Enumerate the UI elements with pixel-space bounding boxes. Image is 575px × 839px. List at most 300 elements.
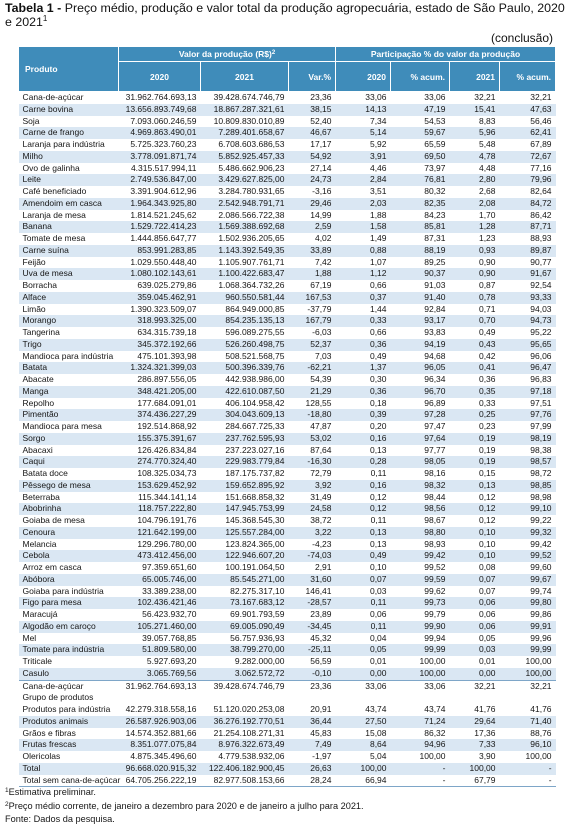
share-2020: 0,16 — [336, 433, 391, 445]
value-2021: 39.428.674.746,79 — [213, 92, 285, 102]
value-2021: 69.005.090,49 — [201, 621, 289, 633]
share-2021: 0,71 — [478, 303, 496, 314]
value-2021: 8.976.322.673,49 — [201, 739, 289, 751]
value-2020: 473.412.456,00 — [119, 550, 201, 562]
header-product: Produto — [19, 47, 119, 92]
product-rows — [19, 92, 556, 681]
product-name: Casulo — [19, 668, 119, 680]
share-2021: 2,08 — [450, 198, 500, 210]
share-2021: 1,70 — [478, 209, 496, 220]
share-2020: 5,04 — [369, 751, 387, 761]
share-2021: 17,36 — [474, 727, 496, 738]
share-cumulative-2021: 91,67 — [500, 268, 556, 280]
value-2021: 526.260.498,75 — [201, 339, 289, 351]
value-change-pct: 23,89 — [310, 609, 332, 619]
table-row — [19, 468, 556, 480]
product-name: Amendoim em casca — [19, 198, 119, 210]
product-name: Carne de frango — [19, 127, 119, 139]
value-2021: 147.945.753,99 — [201, 503, 289, 515]
value-change-pct — [289, 692, 336, 704]
value-2021: 125.557.284,00 — [201, 527, 289, 539]
value-change-pct: 36,44 — [289, 716, 336, 728]
share-2020: 3,51 — [369, 186, 387, 196]
share-2021: 15,41 — [450, 104, 500, 116]
share-2021: 0,35 — [450, 386, 500, 398]
product-name: Repolho — [22, 397, 55, 408]
product-name: Tomate para indústria — [19, 644, 119, 656]
value-2021: 6.708.603.686,53 — [218, 139, 285, 149]
value-2021: 38.799.270,00 — [201, 644, 289, 656]
share-cumulative-2020: 87,31 — [424, 233, 446, 243]
value-change-pct: -6,03 — [312, 327, 332, 337]
share-2021: 0,15 — [478, 468, 496, 478]
product-name: Sorgo — [19, 433, 119, 445]
value-2021: 7.289.401.658,67 — [201, 127, 289, 139]
share-2020: 0,20 — [369, 421, 387, 431]
value-change-pct: -3,16 — [312, 186, 332, 196]
share-cumulative-2021: 100,00 — [525, 656, 552, 666]
value-2021: 187.175.737,82 — [225, 468, 285, 478]
source-note: Fonte: Dados da pesquisa. — [5, 814, 115, 824]
value-change-pct: 45,83 — [310, 727, 332, 738]
value-2020: 359.045.462,91 — [119, 292, 201, 304]
share-2020: 0,11 — [370, 468, 387, 478]
value-change-pct: 56,59 — [310, 656, 332, 666]
share-cumulative-2020: - — [391, 775, 450, 787]
value-change-pct: 128,55 — [305, 397, 332, 408]
value-2021: 159.652.895,92 — [201, 480, 289, 492]
value-2020: 1.444.856.647,77 — [130, 233, 197, 243]
share-2020: 0,33 — [336, 315, 391, 327]
header-share-cumulative-2021: % acum. — [500, 62, 556, 92]
share-cumulative-2021: 98,57 — [500, 456, 556, 468]
share-cumulative-2021: 95,65 — [500, 339, 556, 351]
product-name: Limão — [22, 303, 46, 314]
value-change-pct: 4,02 — [314, 233, 332, 243]
value-change-pct: -28,57 — [289, 597, 336, 609]
share-2020: 7,34 — [369, 115, 387, 126]
product-name: Produtos para indústria — [22, 704, 111, 714]
share-2021: 0,03 — [450, 644, 500, 656]
table-row — [19, 644, 556, 656]
product-name: Total — [19, 763, 119, 775]
value-change-pct: 45,32 — [310, 632, 332, 643]
share-cumulative-2021: 88,93 — [530, 233, 552, 243]
header-share-cumulative-2020: % acum. — [391, 62, 450, 92]
table-row — [19, 409, 556, 421]
value-2020: 4.969.863.490,01 — [119, 127, 201, 139]
product-name: Café beneficiado — [22, 186, 87, 196]
value-2021: 1.068.364.732,26 — [218, 280, 285, 290]
value-2021: 56.757.936,93 — [230, 632, 285, 643]
share-2021: 8,83 — [478, 115, 496, 126]
value-change-pct: 146,41 — [305, 585, 332, 596]
share-2020: 15,08 — [365, 727, 387, 738]
value-change-pct: -37,79 — [307, 303, 332, 314]
share-cumulative-2020: 94,96 — [391, 739, 450, 751]
value-2021: 21.254.108.271,31 — [213, 727, 285, 738]
share-cumulative-2020: 98,93 — [424, 538, 446, 549]
share-2021: 0,06 — [450, 597, 500, 609]
value-2020: 31.962.764.693,13 — [119, 680, 201, 692]
share-2021: 5,48 — [478, 139, 496, 149]
share-cumulative-2020: 89,25 — [424, 256, 446, 267]
value-2021: 442.938.986,00 — [225, 374, 285, 384]
value-2020: 3.065.769,56 — [119, 668, 201, 680]
share-2020 — [336, 692, 391, 704]
table-row — [19, 174, 556, 186]
value-2021: 1.100.422.683,47 — [201, 268, 289, 280]
share-2020: 0,12 — [336, 503, 391, 515]
share-cumulative-2021: 99,10 — [500, 503, 556, 515]
share-cumulative-2020: 90,37 — [391, 268, 450, 280]
share-2020: 4,46 — [369, 162, 387, 173]
product-name: Produtos animais — [19, 716, 119, 728]
product-name: Manga — [19, 386, 119, 398]
product-name: Soja — [22, 115, 40, 126]
share-cumulative-2021: 32,21 — [500, 680, 556, 692]
value-2020: 65.005.746,00 — [119, 574, 201, 586]
share-cumulative-2021: 99,42 — [530, 538, 552, 549]
share-2021: 0,36 — [478, 374, 496, 384]
product-name: Pimentão — [19, 409, 119, 421]
share-cumulative-2021: 79,96 — [500, 174, 556, 186]
header-row-groups — [19, 47, 556, 62]
value-2020: 96.668.020.915,32 — [119, 763, 201, 775]
data-table — [18, 46, 556, 787]
table-footnotes — [5, 786, 565, 827]
header-share-2021: 2021 — [450, 62, 500, 92]
value-2020 — [119, 692, 201, 704]
value-2020: 1.529.722.414,23 — [119, 221, 201, 233]
table-row — [19, 233, 556, 245]
share-2021: 0,25 — [450, 409, 500, 421]
value-2020: 1.324.321.399,03 — [119, 362, 201, 374]
product-name: Beterraba — [22, 491, 60, 502]
share-2021: 0,07 — [478, 585, 496, 596]
share-cumulative-2021: 98,19 — [500, 433, 556, 445]
group-row — [19, 739, 556, 751]
share-cumulative-2021: 99,32 — [500, 527, 556, 539]
value-2020: 1.814.521.245,62 — [130, 209, 197, 220]
share-2020: 1,58 — [336, 221, 391, 233]
table-row — [19, 92, 556, 104]
value-2020: 64.705.256.222,19 — [119, 775, 201, 787]
product-name: Arroz em casca — [22, 562, 82, 572]
share-2020: 0,49 — [336, 550, 391, 562]
value-change-pct: 46,67 — [289, 127, 336, 139]
product-name: Batata — [19, 362, 119, 374]
share-cumulative-2020: 76,81 — [391, 174, 450, 186]
share-cumulative-2021: 96,47 — [500, 362, 556, 374]
table-row — [19, 539, 556, 551]
share-cumulative-2020: 85,81 — [391, 221, 450, 233]
share-cumulative-2021: 96,83 — [530, 374, 552, 384]
share-cumulative-2020: 97,47 — [424, 421, 446, 431]
table-row — [19, 198, 556, 210]
table-row — [19, 562, 556, 574]
share-cumulative-2020: 59,67 — [391, 127, 450, 139]
share-2020: 0,36 — [336, 339, 391, 351]
share-2020: 0,16 — [336, 480, 391, 492]
value-change-pct: 1,88 — [289, 268, 336, 280]
total-row — [19, 775, 556, 787]
share-cumulative-2020: 96,70 — [391, 386, 450, 398]
product-name: Triticale — [22, 656, 52, 666]
value-change-pct: -16,30 — [289, 456, 336, 468]
value-2020: 129.296.780,00 — [137, 538, 197, 549]
share-2020: 0,05 — [336, 644, 391, 656]
share-cumulative-2021: 47,63 — [500, 104, 556, 116]
table-row — [19, 421, 556, 433]
product-name: Grãos e fibras — [22, 727, 76, 738]
value-2020: 3.778.091.871,74 — [119, 151, 201, 163]
share-2021: 0,19 — [450, 433, 500, 445]
share-2020: 0,88 — [336, 245, 391, 257]
header-share-group: Participação % do valor da produção — [336, 47, 556, 62]
table-row — [19, 116, 556, 128]
product-name: Abacaxi — [22, 444, 53, 455]
value-2020: 345.372.192,66 — [119, 339, 201, 351]
share-cumulative-2021: 97,51 — [530, 397, 552, 408]
value-change-pct: 33,89 — [289, 245, 336, 257]
product-name: Batata doce — [22, 468, 68, 478]
share-cumulative-2021: 99,80 — [500, 597, 556, 609]
value-2020: 13.656.893.749,68 — [119, 104, 201, 116]
share-2021: 0,41 — [450, 362, 500, 374]
share-2020: 0,11 — [370, 515, 387, 525]
share-cumulative-2021: 92,54 — [530, 280, 552, 290]
value-2020: 5.927.693,20 — [146, 656, 197, 666]
table-row — [19, 304, 556, 316]
value-2020: 102.436.421,46 — [119, 597, 201, 609]
share-2020: 0,37 — [336, 292, 391, 304]
product-name: Laranja de mesa — [22, 209, 86, 220]
share-2021: 0,01 — [478, 656, 496, 666]
value-change-pct: 20,91 — [310, 704, 332, 714]
share-2020: 33,06 — [336, 680, 391, 692]
value-change-pct: 23,36 — [289, 680, 336, 692]
value-2020: 1.029.550.448,40 — [130, 256, 197, 267]
share-cumulative-2020: 73,97 — [424, 162, 446, 173]
value-2020: 5.725.323.760,23 — [130, 139, 197, 149]
value-change-pct: 29,46 — [289, 198, 336, 210]
product-name: Cebola — [19, 550, 119, 562]
share-2021: 0,49 — [478, 327, 496, 337]
share-cumulative-2021: 94,73 — [500, 315, 556, 327]
share-cumulative-2021: 89,87 — [500, 245, 556, 257]
share-2020: 0,00 — [336, 668, 391, 680]
value-change-pct: -1,97 — [312, 751, 332, 761]
share-2021: 32,21 — [450, 680, 500, 692]
value-2021: 82.977.508.153,66 — [201, 775, 289, 787]
value-2021: 82.275.317,10 — [230, 585, 285, 596]
product-name: Ovo de galinha — [22, 162, 80, 173]
product-name: Cenoura — [19, 527, 119, 539]
value-change-pct: -4,23 — [312, 538, 332, 549]
share-2021: 4,78 — [450, 151, 500, 163]
table-row — [19, 668, 556, 680]
share-cumulative-2021: 72,67 — [500, 151, 556, 163]
value-change-pct: 7,03 — [314, 350, 332, 361]
header-value-change-pct: Var.% — [289, 62, 336, 92]
table-row — [19, 456, 556, 468]
share-2020: 2,03 — [336, 198, 391, 210]
value-2021: 69.901.793,59 — [230, 609, 285, 619]
share-2020: 0,01 — [369, 656, 387, 666]
value-2021: 122.946.607,20 — [201, 550, 289, 562]
product-name: Abóbora — [19, 574, 119, 586]
share-2020: 0,30 — [369, 374, 387, 384]
group-label-row — [19, 692, 556, 704]
share-cumulative-2020: 98,67 — [424, 515, 446, 525]
share-cumulative-2020: 98,16 — [424, 468, 446, 478]
value-change-pct: -0,10 — [289, 668, 336, 680]
share-cumulative-2020: 99,62 — [424, 585, 446, 596]
table-title — [5, 1, 570, 29]
value-2021: 854.235.135,13 — [201, 315, 289, 327]
value-2021: 284.667.725,33 — [225, 421, 285, 431]
header-value-2021: 2021 — [201, 62, 289, 92]
value-2020: 4.875.345.496,60 — [130, 751, 197, 761]
share-cumulative-2020: 99,52 — [424, 562, 446, 572]
value-2020: 1.390.323.509,07 — [130, 303, 197, 314]
share-cumulative-2021: 98,38 — [530, 444, 552, 455]
value-2021: 5.852.925.457,33 — [201, 151, 289, 163]
share-2020: 0,10 — [369, 562, 387, 572]
share-cumulative-2020: 99,79 — [424, 609, 446, 619]
share-cumulative-2021: 94,03 — [530, 303, 552, 314]
share-cumulative-2020: 96,05 — [391, 362, 450, 374]
footnote-text: Estimativa preliminar. — [8, 787, 96, 797]
share-2021: 0,78 — [450, 292, 500, 304]
value-2021: 36.276.192.770,51 — [201, 716, 289, 728]
continuation-note: (conclusão) — [490, 31, 553, 45]
share-2020: 0,06 — [369, 609, 387, 619]
value-2021: 73.167.683,12 — [201, 597, 289, 609]
share-cumulative-2020: 33,06 — [391, 680, 450, 692]
share-cumulative-2021: 93,33 — [500, 292, 556, 304]
share-2021: 0,06 — [478, 609, 496, 619]
table-row — [19, 315, 556, 327]
share-2021: 3,90 — [478, 751, 496, 761]
value-2020: 51.809.580,00 — [119, 644, 201, 656]
share-cumulative-2021: 90,77 — [530, 256, 552, 267]
value-2020: 104.796.191,76 — [137, 515, 197, 525]
value-change-pct: 24,73 — [289, 174, 336, 186]
value-2021: 237.223.027,16 — [225, 444, 285, 455]
share-cumulative-2020: 98,56 — [391, 503, 450, 515]
product-name: Borracha — [22, 280, 57, 290]
value-2021: 122.406.182.900,45 — [201, 763, 289, 775]
value-2020: 475.101.393,98 — [137, 350, 197, 361]
value-2020: 3.391.904.612,96 — [130, 186, 197, 196]
table-row — [19, 492, 556, 504]
share-2020: 1,37 — [336, 362, 391, 374]
value-2021: 10.809.830.010,89 — [213, 115, 285, 126]
share-cumulative-2021: 41,76 — [530, 704, 552, 714]
share-cumulative-2020: 94,68 — [424, 350, 446, 361]
value-2021: 3.062.572,72 — [201, 668, 289, 680]
share-cumulative-2021: 32,21 — [530, 92, 552, 102]
share-2020: 0,49 — [369, 350, 387, 361]
value-2020: 39.057.768,85 — [142, 632, 197, 643]
table-row — [19, 221, 556, 233]
share-2021: 1,28 — [450, 221, 500, 233]
table-row — [19, 292, 556, 304]
table-row — [19, 362, 556, 374]
share-2021: 0,19 — [450, 456, 500, 468]
share-2021: 0,05 — [478, 632, 496, 643]
share-2021: 0,07 — [450, 574, 500, 586]
share-cumulative-2020: 99,94 — [424, 632, 446, 643]
table-row — [19, 163, 556, 175]
share-2021: 0,42 — [478, 350, 496, 361]
value-2021: 4.779.538.932,06 — [218, 751, 285, 761]
value-2020: 8.351.077.075,84 — [119, 739, 201, 751]
share-cumulative-2020: 100,00 — [419, 751, 446, 761]
share-cumulative-2020: 96,34 — [424, 374, 446, 384]
value-2021: 145.368.545,30 — [225, 515, 285, 525]
share-cumulative-2021: - — [500, 763, 556, 775]
share-cumulative-2020: 99,42 — [391, 550, 450, 562]
table-row — [19, 515, 556, 527]
group-row — [19, 751, 556, 763]
group-row — [19, 704, 556, 716]
summary-rows — [19, 680, 556, 787]
value-change-pct: 67,19 — [310, 280, 332, 290]
share-cumulative-2020: 98,44 — [424, 491, 446, 502]
value-2020: 97.359.651,60 — [142, 562, 197, 572]
product-name: Frutas frescas — [19, 739, 119, 751]
value-2020: 286.897.556,05 — [137, 374, 197, 384]
share-cumulative-2020: 98,05 — [391, 456, 450, 468]
product-name: Tangerina — [22, 327, 60, 337]
value-change-pct: 167,53 — [289, 292, 336, 304]
share-2021: 0,23 — [478, 421, 496, 431]
share-cumulative-2021: 95,22 — [530, 327, 552, 337]
share-cumulative-2021: 87,71 — [500, 221, 556, 233]
share-cumulative-2020: - — [391, 763, 450, 775]
product-name: Abobrinha — [19, 503, 119, 515]
share-2021: 1,23 — [478, 233, 496, 243]
header-value-group-label: Valor da produção (R$) — [178, 49, 272, 59]
value-2020: 118.757.222,80 — [119, 503, 201, 515]
value-change-pct: 23,36 — [310, 92, 332, 102]
share-2021: 67,79 — [450, 775, 500, 787]
value-2020: 121.642.199,00 — [119, 527, 201, 539]
value-2021: 1.143.392.549,35 — [201, 245, 289, 257]
share-cumulative-2021: 77,16 — [530, 162, 552, 173]
value-change-pct: -34,45 — [289, 621, 336, 633]
value-change-pct: 87,64 — [310, 444, 332, 455]
share-cumulative-2021: 99,52 — [500, 550, 556, 562]
value-2021: 151.668.858,32 — [225, 491, 285, 502]
table-caption: Preço médio, produção e valor total da produção agropecuária, estado de São Paulo, 2020 e 2021 — [5, 1, 565, 29]
value-2020: 2.749.536.847,00 — [119, 174, 201, 186]
value-2020: 853.991.283,85 — [119, 245, 201, 257]
share-cumulative-2020: 96,89 — [424, 397, 446, 408]
value-2020: 31.962.764.693,13 — [125, 92, 197, 102]
share-cumulative-2021: 96,10 — [500, 739, 556, 751]
value-2020: 105.271.460,00 — [119, 621, 201, 633]
header-share-2020: 2020 — [336, 62, 391, 92]
product-name: Laranja para indústria — [22, 139, 105, 149]
share-cumulative-2021: 97,18 — [500, 386, 556, 398]
value-2020: 4.315.517.994,11 — [130, 162, 197, 173]
value-2021: 51.120.020.253,08 — [213, 704, 285, 714]
share-2020: 0,66 — [369, 327, 387, 337]
